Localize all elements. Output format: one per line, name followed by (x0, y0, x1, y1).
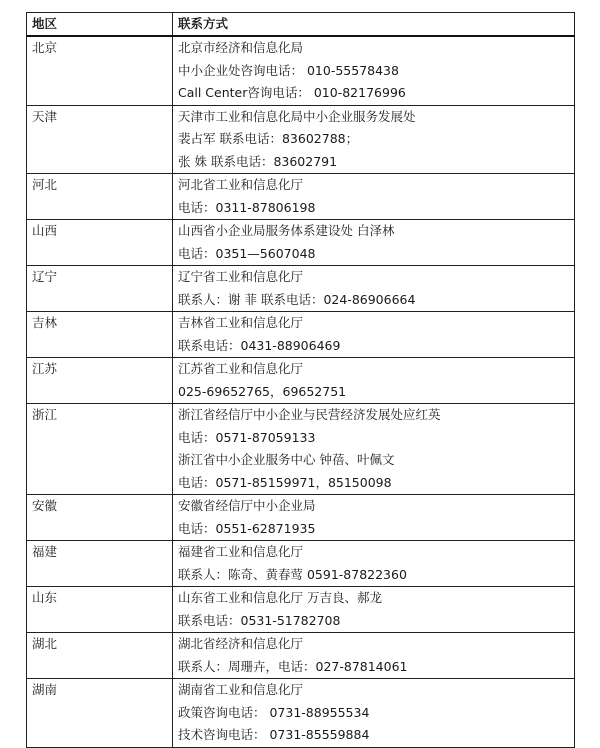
region-cell: 河北 (27, 174, 173, 220)
contact-cell (173, 495, 575, 541)
contact-line: 电话：0571-87059133 (178, 429, 316, 445)
contact-line: 政策咨询电话： 0731-88955534 (178, 704, 370, 720)
region-cell: 江苏 (27, 358, 173, 404)
region-cell: 浙江 (27, 404, 173, 495)
contact-line: 裴占军 联系电话：83602788； (178, 131, 359, 146)
contact-line: 天津市工业和信息化局中小企业服务发展处 (178, 108, 416, 124)
region-cell: 辽宁 (27, 266, 173, 312)
contact-line: 江苏省工业和信息化厅 (178, 361, 304, 376)
region-cell: 安徽 (27, 495, 173, 541)
region-cell: 天津 (27, 105, 173, 174)
contact-line: 联系电话：0531-51782708 (178, 612, 341, 628)
region-cell: 福建 (27, 541, 173, 587)
table-row (27, 633, 575, 679)
contact-line: 山西省小企业局服务体系建设处 白泽林 (178, 223, 395, 238)
region-cell: 北京 (27, 36, 173, 105)
contact-cell (173, 36, 575, 105)
contact-line: 浙江省经信厅中小企业与民营经济发展处应红英 (178, 407, 441, 422)
table-row (27, 495, 575, 541)
contact-cell (173, 220, 575, 266)
region-cell: 湖南 (27, 679, 173, 748)
contact-cell (173, 679, 575, 748)
header-row (27, 13, 575, 37)
contact-line: Call Center咨询电话： 010-82176996 (178, 85, 406, 100)
contact-cell (173, 266, 575, 312)
contact-line: 电话：0311-87806198 (178, 199, 316, 215)
contact-line: 联系人：陈奇、黄春莺 0591-87822360 (178, 566, 407, 582)
contact-line: 电话：0551-62871935 (178, 520, 316, 536)
contact-cell (173, 358, 575, 404)
contact-line: 张 姝 联系电话：83602791 (178, 153, 338, 169)
contact-line: 浙江省中小企业服务中心 钟蓓、叶佩文 (178, 452, 395, 467)
contact-line: 电话：0351—5607048 (178, 245, 316, 261)
contacts-table (26, 12, 575, 748)
contact-cell (173, 105, 575, 174)
contact-line: 电话：0571-85159971，85150098 (178, 474, 392, 490)
contact-line: 福建省工业和信息化厅 (178, 544, 304, 559)
table-row (27, 679, 575, 748)
contact-cell (173, 312, 575, 358)
contact-line: 湖南省工业和信息化厅 (178, 682, 304, 697)
table-row (27, 36, 575, 105)
contact-line: 联系人：周珊卉，电话：027-87814061 (178, 658, 408, 674)
contact-line: 湖北省经济和信息化厅 (178, 636, 304, 651)
table-row (27, 105, 575, 174)
table-row (27, 404, 575, 495)
table-row (27, 220, 575, 266)
header-region: 地区 (27, 13, 173, 37)
region-cell: 山东 (27, 587, 173, 633)
contact-line: 辽宁省工业和信息化厅 (178, 269, 304, 284)
contact-line: 河北省工业和信息化厅 (178, 177, 304, 192)
contact-line: 技术咨询电话： 0731-85559884 (178, 727, 370, 742)
table-row (27, 266, 575, 312)
table-row (27, 174, 575, 220)
contact-line: 山东省工业和信息化厅 万吉良、郝龙 (178, 590, 382, 605)
contact-line: 025-69652765，69652751 (178, 383, 347, 399)
contact-line: 中小企业处咨询电话： 010-55578438 (178, 62, 399, 78)
table-row (27, 358, 575, 404)
region-cell: 吉林 (27, 312, 173, 358)
table-body (27, 36, 575, 747)
contact-line: 安徽省经信厅中小企业局 (178, 498, 316, 513)
contact-line: 联系电话：0431-88906469 (178, 337, 341, 353)
contact-cell (173, 174, 575, 220)
contact-cell (173, 404, 575, 495)
header-contact: 联系方式 (173, 13, 575, 37)
table-row (27, 312, 575, 358)
region-cell: 山西 (27, 220, 173, 266)
region-cell: 湖北 (27, 633, 173, 679)
contact-cell (173, 587, 575, 633)
contact-line: 联系人：谢 菲 联系电话：024-86906664 (178, 291, 416, 307)
contact-cell (173, 633, 575, 679)
table-row (27, 587, 575, 633)
table-row (27, 541, 575, 587)
contact-cell (173, 541, 575, 587)
contact-line: 吉林省工业和信息化厅 (178, 315, 304, 330)
contact-line: 北京市经济和信息化局 (178, 40, 304, 55)
